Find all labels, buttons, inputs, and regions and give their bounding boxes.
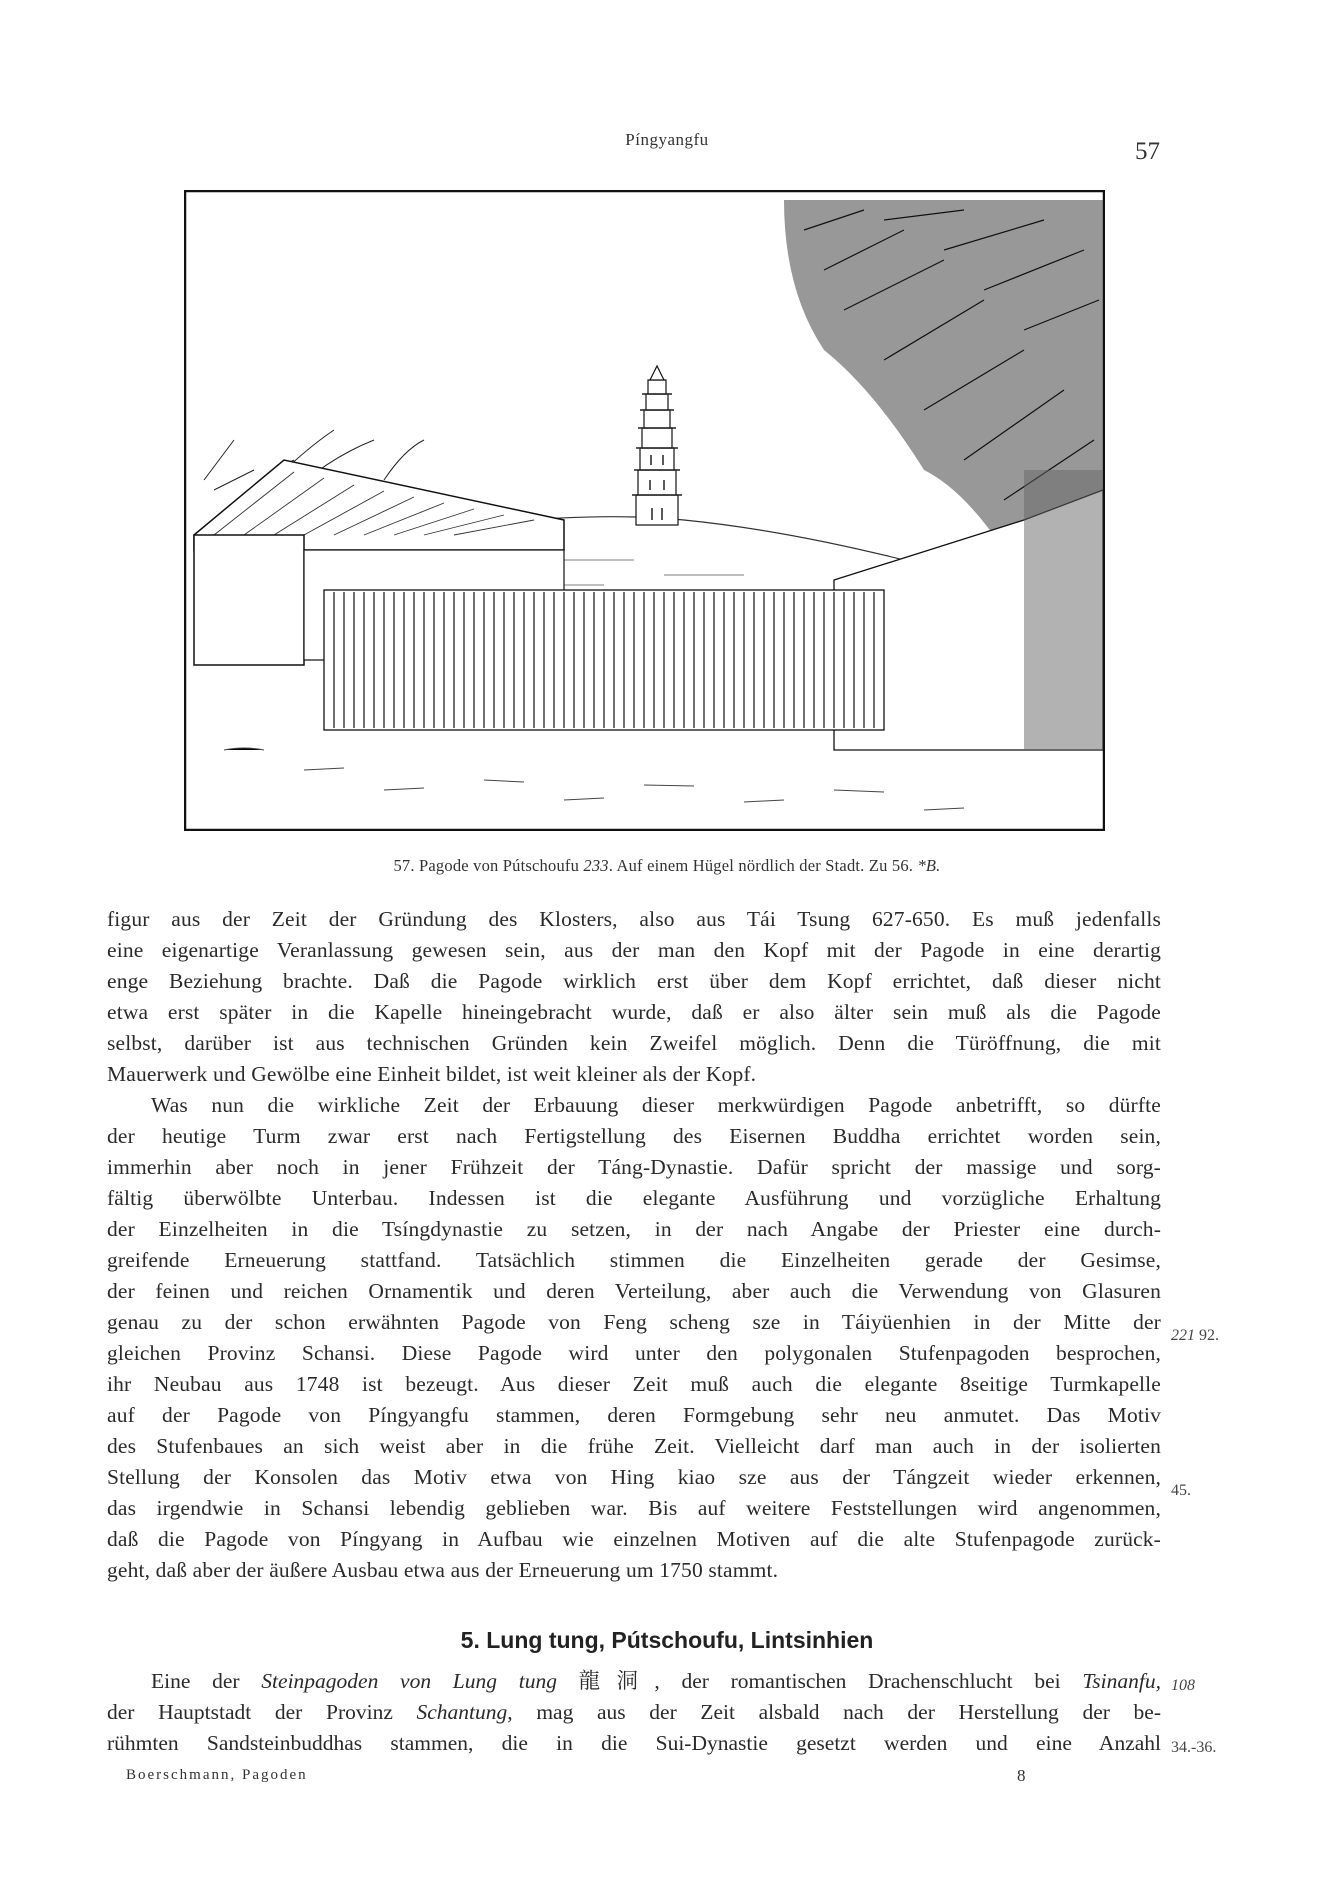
text-line: der heutige Turm zwar erst nach Fertigstellung des Eisernen Buddha errichtet worden sein,	[107, 1124, 1161, 1148]
text-line: auf der Pagode von Píngyangfu stammen, deren Formgebung sehr neu anmutet. Das Motiv	[107, 1403, 1161, 1427]
text-line: genau zu der schon erwähnten Pagode von Feng scheng sze in Táiyüenhien in der Mitte der	[107, 1310, 1161, 1334]
caption-ref: 233	[583, 856, 609, 875]
text-line: etwa erst später in die Kapelle hineingebracht wurde, daß er also älter sein muß als die Pagode	[107, 1000, 1161, 1024]
margin-note-ref: 108	[1171, 1677, 1195, 1694]
text-run: der Hauptstadt der Provinz	[107, 1700, 417, 1724]
margin-note-108	[1171, 1677, 1195, 1695]
caption-text-a: Pagode von Pútschoufu	[414, 856, 584, 875]
margin-note-34-36: 34.-36.	[1171, 1739, 1217, 1756]
margin-note-45: 45.	[1171, 1482, 1191, 1499]
text-run-italic: Tsinanfu,	[1082, 1669, 1161, 1693]
figure-caption	[0, 856, 1334, 876]
text-line: das irgendwie in Schansi lebendig geblieben war. Bis auf weitere Feststellungen wird angenommen,	[107, 1496, 1161, 1520]
text-line: Was nun die wirkliche Zeit der Erbauung dieser merkwürdigen Pagode anbetrifft, so dürfte	[151, 1093, 1161, 1117]
text-line: daß die Pagode von Píngyang in Aufbau wie einzelnen Motiven auf die alte Stufenpagode zurück-	[107, 1527, 1161, 1551]
text-line: enge Beziehung brachte. Daß die Pagode wirklich erst über dem Kopf errichtet, daß dieser nicht	[107, 969, 1161, 993]
text-line	[107, 1666, 1161, 1697]
text-run: 龍洞, der romantischen Drachenschlucht bei	[556, 1669, 1083, 1693]
running-head: Píngyangfu	[625, 130, 709, 149]
text-line: figur aus der Zeit der Gründung des Klosters, also aus Tái Tsung 627-650. Es muß jedenfalls	[107, 907, 1161, 931]
text-run: mag aus der Zeit alsbald nach der Herstellung der be-	[512, 1700, 1162, 1724]
margin-note-221	[1171, 1327, 1219, 1345]
text-line: der Einzelheiten in die Tsíngdynastie zu setzen, in der nach Angabe der Priester eine durch-	[107, 1217, 1161, 1241]
text-line	[107, 1697, 1161, 1728]
text-run-italic: Schantung,	[416, 1700, 513, 1724]
caption-text-b: . Auf einem Hügel nördlich der Stadt. Zu 56.	[608, 856, 918, 875]
footer-author: Boerschmann, Pagoden	[126, 1767, 308, 1783]
text-line: eine eigenartige Veranlassung gewesen sein, aus der man den Kopf mit der Pagode in eine derartig	[107, 938, 1161, 962]
text-line: rühmten Sandsteinbuddhas stammen, die in die Sui-Dynastie gesetzt werden und eine Anzahl	[107, 1731, 1161, 1755]
text-line: selbst, darüber ist aus technischen Gründen kein Zweifel möglich. Denn die Türöffnung, die mit	[107, 1031, 1161, 1055]
body-text	[107, 904, 1161, 1586]
margin-note-fig: 92.	[1195, 1327, 1219, 1344]
text-line: greifende Erneuerung stattfand. Tatsächlich stimmen die Einzelheiten gerade der Gesimse,	[107, 1248, 1161, 1272]
text-line: Mauerwerk und Gewölbe eine Einheit bildet, ist weit kleiner als der Kopf.	[107, 1062, 757, 1086]
pagoda-illustration	[184, 190, 1105, 831]
caption-number: 57.	[393, 856, 415, 875]
margin-note-ref: 221	[1171, 1327, 1195, 1344]
text-run-italic: Steinpagoden von Lung tung	[261, 1669, 557, 1693]
caption-credit: *B.	[917, 856, 941, 875]
footer-signature: 8	[1017, 1766, 1026, 1785]
page-number: 57	[1135, 138, 1160, 165]
text-line: fältig überwölbte Unterbau. Indessen ist die elegante Ausführung und vorzügliche Erhaltung	[107, 1186, 1161, 1210]
text-line: geht, daß aber der äußere Ausbau etwa aus der Erneuerung um 1750 stammt.	[107, 1558, 779, 1582]
text-line: immerhin aber noch in jener Frühzeit der Táng-Dynastie. Dafür spricht der massige und sorg-	[107, 1155, 1161, 1179]
body-text-section5	[107, 1666, 1161, 1759]
text-line: der feinen und reichen Ornamentik und deren Verteilung, aber auch die Verwendung von Glasuren	[107, 1279, 1161, 1303]
text-line: des Stufenbaues an sich weist aber in die frühe Zeit. Vielleicht darf man auch in der isolierten	[107, 1434, 1161, 1458]
text-line: ihr Neubau aus 1748 ist bezeugt. Aus dieser Zeit muß auch die elegante 8seitige Turmkapelle	[107, 1372, 1161, 1396]
section-heading: 5. Lung tung, Pútschoufu, Lintsinhien	[460, 1627, 874, 1653]
text-line: Stellung der Konsolen das Motiv etwa von Hing kiao sze aus der Tángzeit wieder erkennen,	[107, 1465, 1161, 1489]
text-line: gleichen Provinz Schansi. Diese Pagode wird unter den polygonalen Stufenpagoden besprochen,	[107, 1341, 1161, 1365]
text-run: Eine der	[151, 1669, 262, 1693]
